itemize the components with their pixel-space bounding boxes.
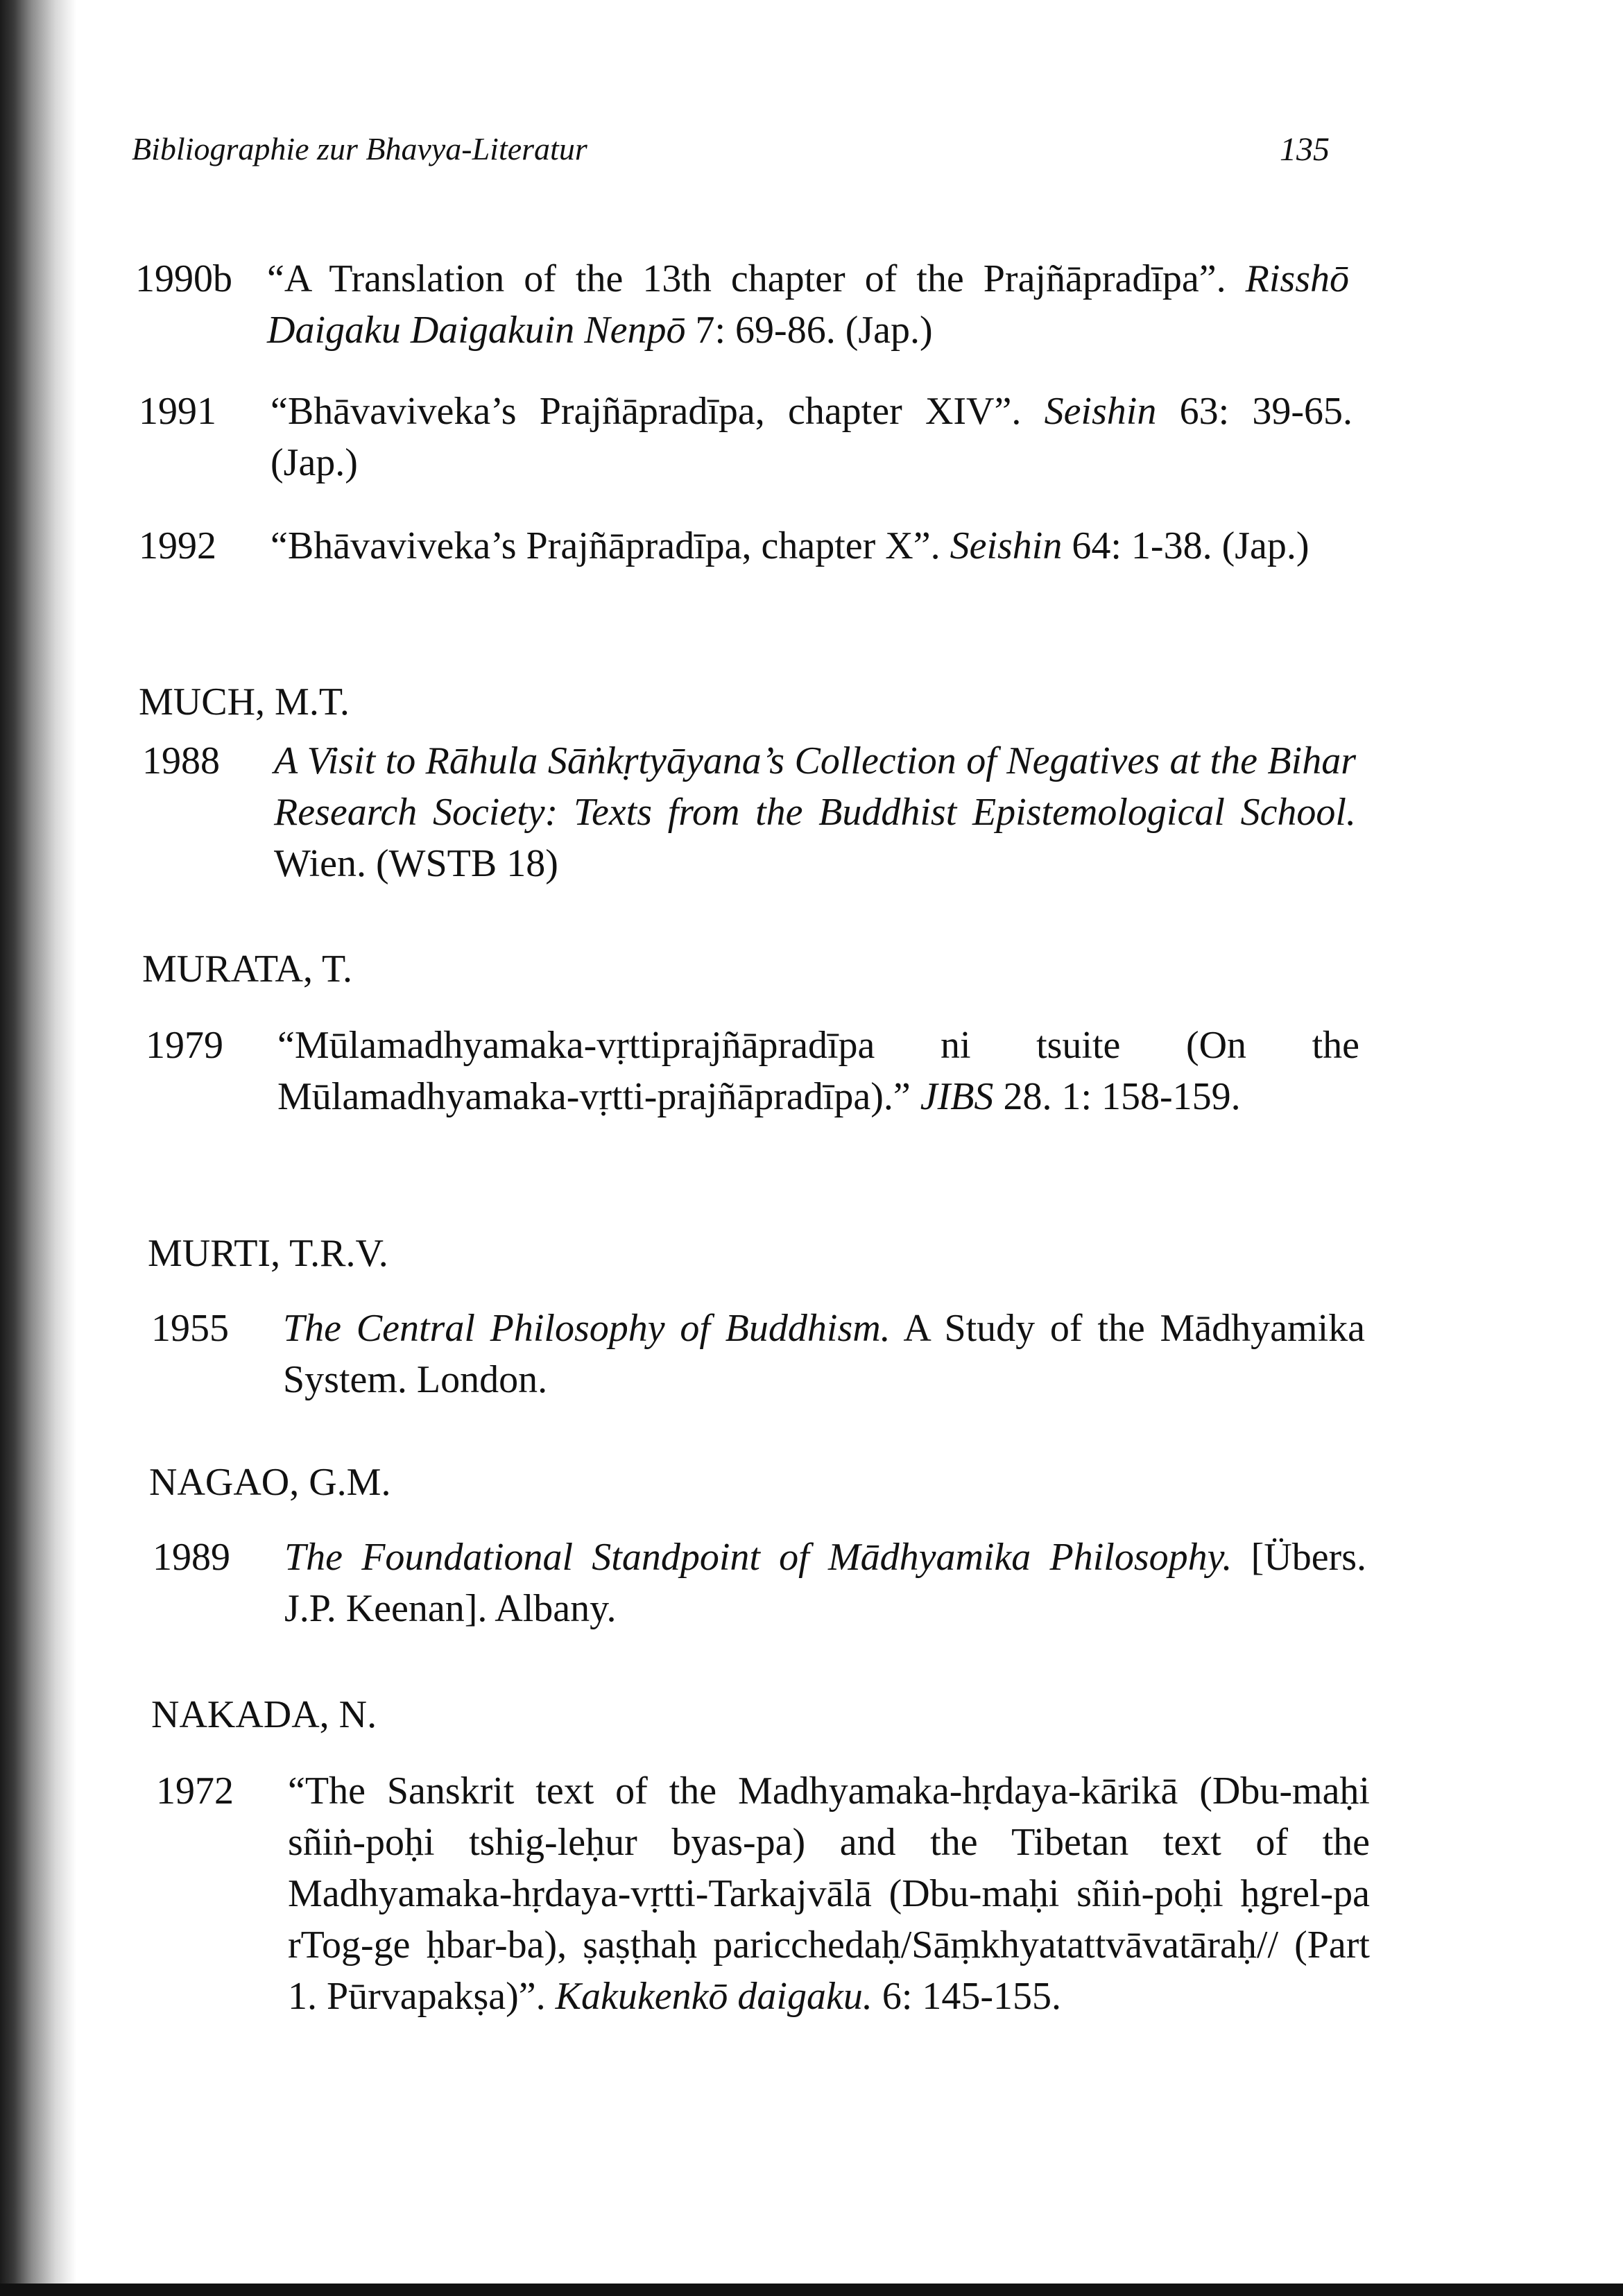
entry-text <box>277 1020 1359 1122</box>
bib-entry <box>139 520 1352 572</box>
entry-text-part: Seishin <box>950 524 1063 567</box>
entry-year: 1989 <box>153 1536 230 1579</box>
entry-text-part: Seishin <box>1044 390 1157 433</box>
entry-year: 1955 <box>151 1307 229 1350</box>
book-spine-shadow <box>0 0 76 2296</box>
entry-text-part: “Bhāvaviveka’s Prajñāpradīpa, chapter X”. <box>270 524 950 567</box>
entry-year: 1990b <box>135 257 232 300</box>
entry-text-part: 64: 1-38. (Jap.) <box>1062 524 1309 567</box>
entry-year: 1991 <box>139 390 216 433</box>
entry-text <box>270 520 1352 572</box>
author-heading: NAKADA, N. <box>151 1693 377 1736</box>
entry-text-part: “Bhāvaviveka’s Prajñāpradīpa, chapter XIV”. <box>270 390 1045 433</box>
author-heading: MUCH, M.T. <box>139 680 350 723</box>
entry-text-part: “The Sanskrit text of the Madhyamaka-hṛdaya-kārikā (Dbu-maḥi sñiṅ-poḥi tshig-leḥur byas-pa) and the Tibetan text of the Madhyamaka-hṛdaya-vṛtti-Tarkajvālā (Dbu-maḥi sñiṅ-poḥi ḥgrel-pa rTog-ge ḥbar-ba), ṣaṣṭhaḥ paricchedaḥ/Sāṃkhyatattvāvatāraḥ// (Part 1. Pūrvapakṣa)”. <box>288 1770 1370 2018</box>
entry-text-part: The Foundational Standpoint of Mādhyamika Philosophy. <box>284 1536 1233 1579</box>
entry-text-part: “Mūlamadhyamaka-vṛttiprajñāpradīpa ni tsuite (On the Mūlamadhyamaka-vṛtti-prajñāpradīpa).” <box>277 1024 1359 1118</box>
author-heading: NAGAO, G.M. <box>149 1461 391 1504</box>
entry-text-part: 28. 1: 158-159. <box>993 1075 1241 1118</box>
bib-entry <box>142 735 1356 889</box>
entry-year: 1992 <box>139 524 216 567</box>
entry-text <box>267 253 1349 356</box>
author-heading: MURTI, T.R.V. <box>148 1232 388 1275</box>
entry-text-part: Kakukenkō daigaku. <box>555 1975 873 2018</box>
bib-entry <box>151 1303 1365 1405</box>
bib-entry <box>153 1532 1366 1634</box>
entry-text <box>274 735 1356 889</box>
page-number: 135 <box>1280 131 1330 168</box>
entry-text-part: A Study of the Mādhyamika System. London. <box>283 1307 1365 1401</box>
entry-year: 1972 <box>156 1770 234 1813</box>
entry-text <box>284 1532 1366 1634</box>
entry-text-part: Risshō Daigaku Daigakuin Nenpō <box>267 257 1349 352</box>
bib-entry <box>135 253 1349 356</box>
entry-text-part: JIBS <box>920 1075 994 1118</box>
entry-text <box>270 386 1352 488</box>
entry-text-part: “A Translation of the 13th chapter of the Prajñāpradīpa”. <box>267 257 1246 300</box>
page-bottom-edge <box>0 2284 1623 2296</box>
entry-text-part: [Übers. J.P. Keenan]. Albany. <box>284 1536 1367 1630</box>
entry-year: 1988 <box>142 739 220 782</box>
entry-text-part: The Central Philosophy of Buddhism. <box>283 1307 891 1350</box>
entry-text-part: 63: 39-65. (Jap.) <box>270 390 1352 484</box>
entry-text-part: Wien. (WSTB 18) <box>274 842 558 885</box>
bib-entry <box>139 386 1352 488</box>
entry-text-part: 6: 145-155. <box>872 1975 1062 2018</box>
entry-text <box>283 1303 1365 1405</box>
entry-text-part: 7: 69-86. (Jap.) <box>685 309 933 352</box>
bib-entry <box>146 1020 1359 1122</box>
bib-entry <box>156 1765 1370 2022</box>
author-heading: MURATA, T. <box>142 948 353 991</box>
entry-year: 1979 <box>146 1024 223 1067</box>
running-title: Bibliographie zur Bhavya-Literatur <box>132 131 587 166</box>
entry-text <box>288 1765 1370 2022</box>
entry-text-part: A Visit to Rāhula Sāṅkṛtyāyana’s Collection of Negatives at the Bihar Research Society: Texts from the Buddhist Epistemological School. <box>274 739 1356 834</box>
